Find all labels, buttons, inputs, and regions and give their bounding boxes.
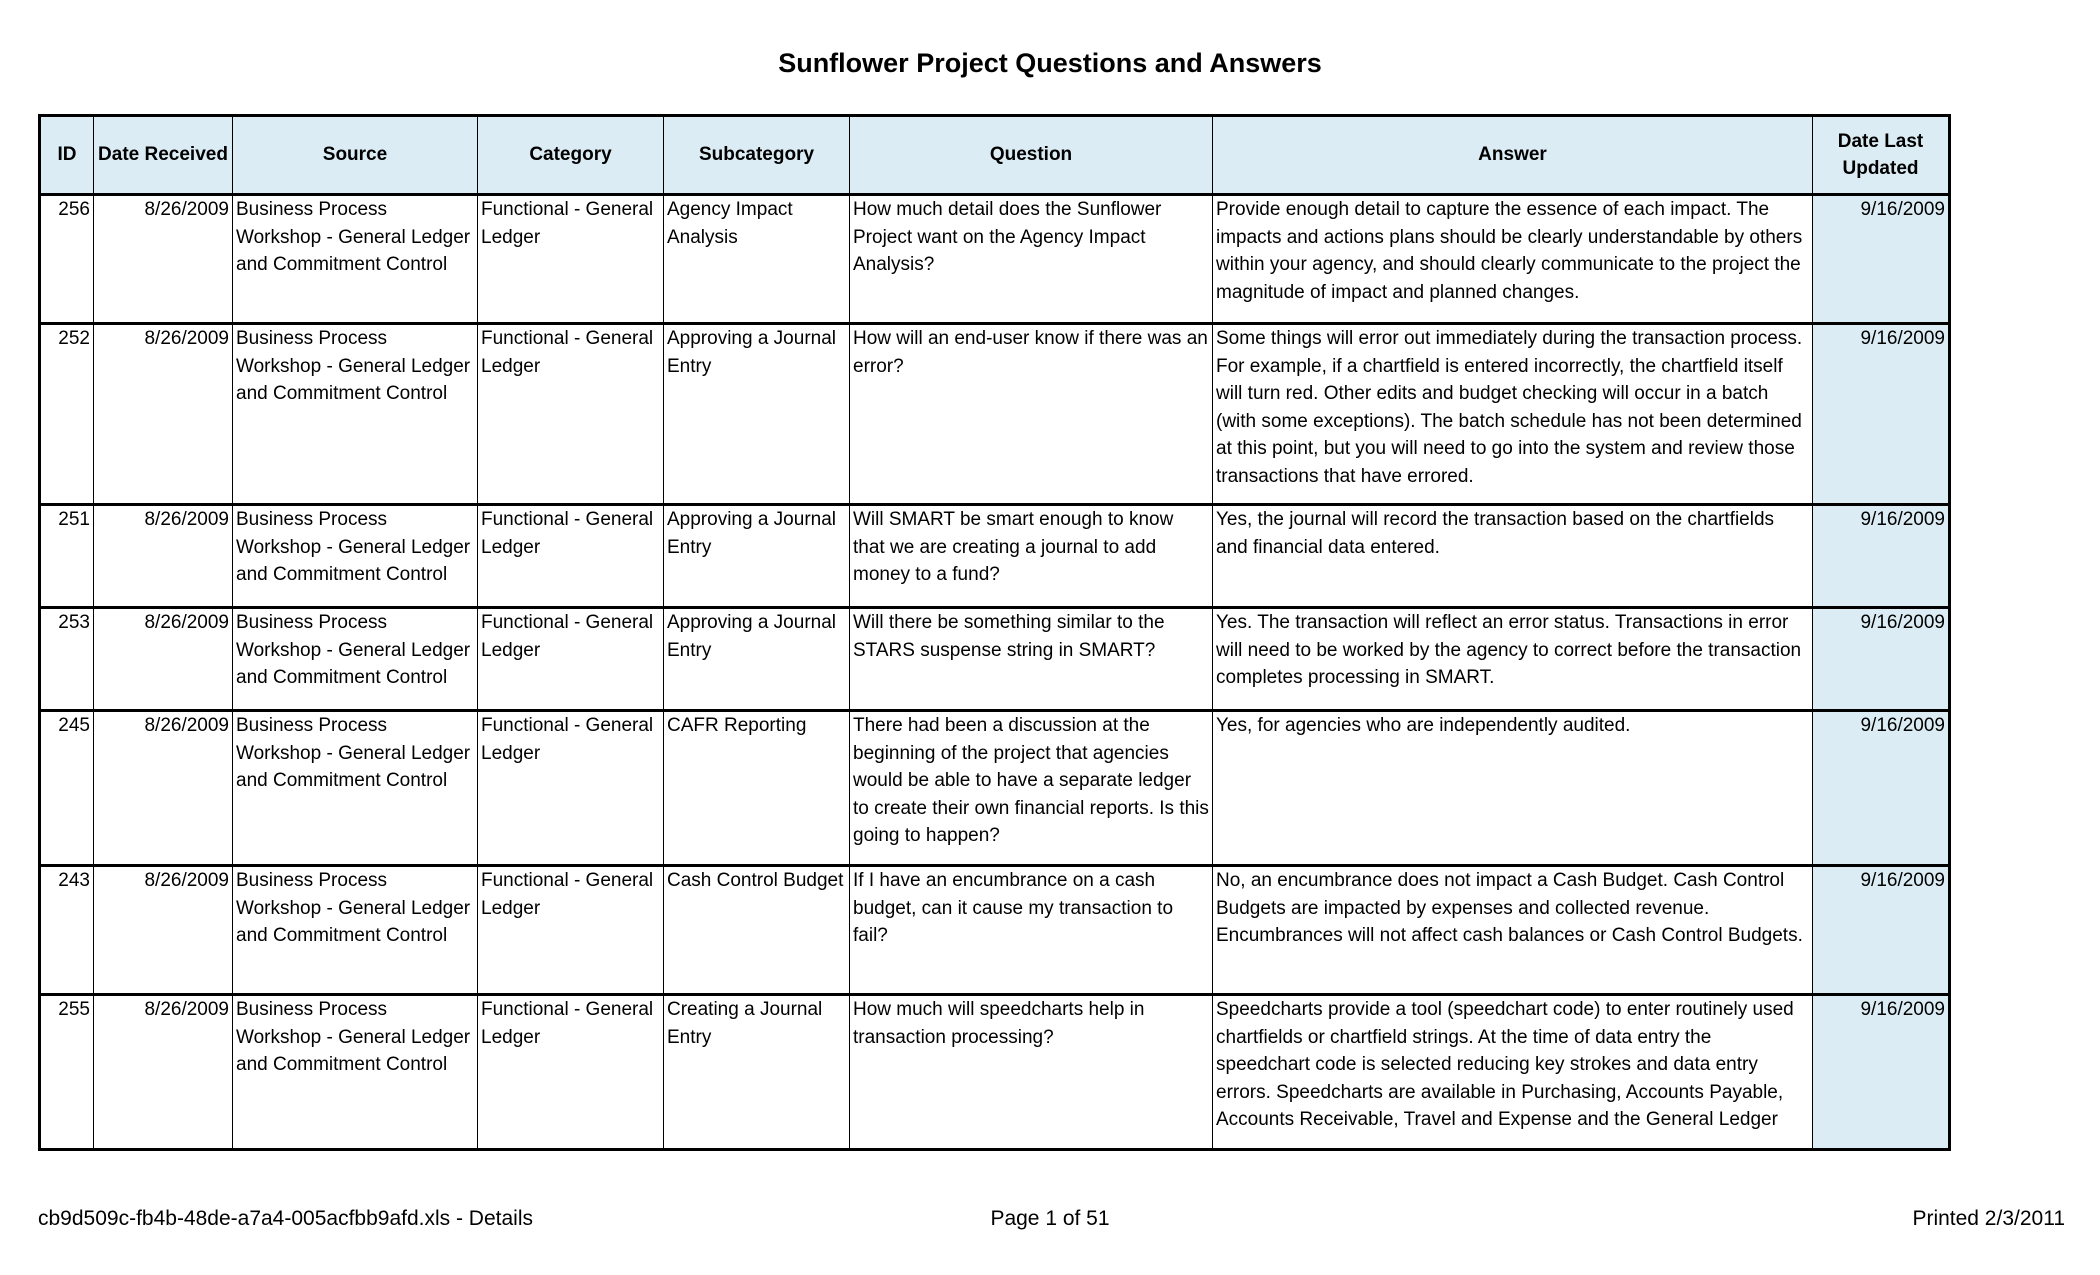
cell-source: Business Process Workshop - General Ledger and Commitment Control xyxy=(233,711,478,866)
cell-date-last-updated: 9/16/2009 xyxy=(1813,195,1950,324)
cell-answer: No, an encumbrance does not impact a Cash Budget. Cash Control Budgets are impacted by expenses and collected revenue. Encumbrances will not affect cash balances or Cash Control Budgets. xyxy=(1213,866,1813,995)
cell-category: Functional - General Ledger xyxy=(478,608,664,711)
cell-source: Business Process Workshop - General Ledger and Commitment Control xyxy=(233,505,478,608)
table-row xyxy=(40,711,1950,866)
cell-answer: Yes, the journal will record the transaction based on the chartfields and financial data entered. xyxy=(1213,505,1813,608)
cell-date-last-updated: 9/16/2009 xyxy=(1813,711,1950,866)
cell-category: Functional - General Ledger xyxy=(478,866,664,995)
cell-category: Functional - General Ledger xyxy=(478,195,664,324)
cell-subcategory: Cash Control Budget xyxy=(664,866,850,995)
cell-date-last-updated: 9/16/2009 xyxy=(1813,505,1950,608)
qa-table xyxy=(38,114,1951,1151)
cell-category: Functional - General Ledger xyxy=(478,711,664,866)
cell-id: 243 xyxy=(40,866,94,995)
cell-date-last-updated: 9/16/2009 xyxy=(1813,995,1950,1150)
cell-question: If I have an encumbrance on a cash budget, can it cause my transaction to fail? xyxy=(850,866,1213,995)
cell-source: Business Process Workshop - General Ledger and Commitment Control xyxy=(233,866,478,995)
cell-subcategory: Agency Impact Analysis xyxy=(664,195,850,324)
cell-subcategory: Approving a Journal Entry xyxy=(664,505,850,608)
cell-date-received: 8/26/2009 xyxy=(94,505,233,608)
header-row xyxy=(40,116,1950,195)
column-header-id: ID xyxy=(40,116,94,195)
column-header-question: Question xyxy=(850,116,1213,195)
cell-subcategory: Approving a Journal Entry xyxy=(664,608,850,711)
cell-id: 245 xyxy=(40,711,94,866)
column-header-category: Category xyxy=(478,116,664,195)
cell-id: 255 xyxy=(40,995,94,1150)
footer-page-number: Page 1 of 51 xyxy=(990,1207,1110,1230)
footer-printed-date: Printed 2/3/2011 xyxy=(1912,1207,2065,1230)
cell-question: Will SMART be smart enough to know that we are creating a journal to add money to a fund? xyxy=(850,505,1213,608)
cell-date-last-updated: 9/16/2009 xyxy=(1813,324,1950,505)
cell-date-received: 8/26/2009 xyxy=(94,195,233,324)
cell-answer: Speedcharts provide a tool (speedchart code) to enter routinely used chartfields or chartfield strings. At the time of data entry the speedchart code is selected reducing key strokes and data entry errors. Speedcharts are available in Purchasing, Accounts Payable, Accounts Receivable, Travel and Expense and the General Ledger xyxy=(1213,995,1813,1150)
column-header-date-received: Date Received xyxy=(94,116,233,195)
cell-id: 251 xyxy=(40,505,94,608)
column-header-source: Source xyxy=(233,116,478,195)
column-header-subcategory: Subcategory xyxy=(664,116,850,195)
cell-source: Business Process Workshop - General Ledger and Commitment Control xyxy=(233,608,478,711)
cell-date-received: 8/26/2009 xyxy=(94,324,233,505)
cell-question: How will an end-user know if there was an error? xyxy=(850,324,1213,505)
cell-id: 252 xyxy=(40,324,94,505)
cell-id: 253 xyxy=(40,608,94,711)
column-header-date-last-updated: Date Last Updated xyxy=(1813,116,1950,195)
cell-category: Functional - General Ledger xyxy=(478,995,664,1150)
table-row xyxy=(40,608,1950,711)
cell-date-received: 8/26/2009 xyxy=(94,995,233,1150)
cell-category: Functional - General Ledger xyxy=(478,324,664,505)
cell-answer: Yes, for agencies who are independently audited. xyxy=(1213,711,1813,866)
cell-date-received: 8/26/2009 xyxy=(94,711,233,866)
cell-answer: Some things will error out immediately during the transaction process. For example, if a chartfield is entered incorrectly, the chartfield itself will turn red. Other edits and budget checking will occur in a batch (with some exceptions). The batch schedule has not been determined at this point, but you will need to go into the system and review those transactions that have errored. xyxy=(1213,324,1813,505)
column-header-answer: Answer xyxy=(1213,116,1813,195)
cell-subcategory: Approving a Journal Entry xyxy=(664,324,850,505)
cell-subcategory: CAFR Reporting xyxy=(664,711,850,866)
cell-question: How much detail does the Sunflower Project want on the Agency Impact Analysis? xyxy=(850,195,1213,324)
cell-question: How much will speedcharts help in transaction processing? xyxy=(850,995,1213,1150)
page-title: Sunflower Project Questions and Answers xyxy=(778,48,1322,78)
cell-date-last-updated: 9/16/2009 xyxy=(1813,608,1950,711)
table-row xyxy=(40,866,1950,995)
cell-date-received: 8/26/2009 xyxy=(94,866,233,995)
cell-subcategory: Creating a Journal Entry xyxy=(664,995,850,1150)
cell-question: There had been a discussion at the beginning of the project that agencies would be able to have a separate ledger to create their own financial reports. Is this going to happen? xyxy=(850,711,1213,866)
table-row xyxy=(40,324,1950,505)
footer-filename: cb9d509c-fb4b-48de-a7a4-005acfbb9afd.xls - Details xyxy=(38,1207,533,1230)
cell-date-received: 8/26/2009 xyxy=(94,608,233,711)
cell-date-last-updated: 9/16/2009 xyxy=(1813,866,1950,995)
cell-category: Functional - General Ledger xyxy=(478,505,664,608)
cell-question: Will there be something similar to the STARS suspense string in SMART? xyxy=(850,608,1213,711)
cell-source: Business Process Workshop - General Ledger and Commitment Control xyxy=(233,195,478,324)
cell-source: Business Process Workshop - General Ledger and Commitment Control xyxy=(233,324,478,505)
table-row xyxy=(40,995,1950,1150)
cell-source: Business Process Workshop - General Ledger and Commitment Control xyxy=(233,995,478,1150)
cell-id: 256 xyxy=(40,195,94,324)
cell-answer: Provide enough detail to capture the essence of each impact. The impacts and actions plans should be clearly understandable by others within your agency, and should clearly communicate to the project the magnitude of impact and planned changes. xyxy=(1213,195,1813,324)
cell-answer: Yes. The transaction will reflect an error status. Transactions in error will need to be worked by the agency to correct before the transaction completes processing in SMART. xyxy=(1213,608,1813,711)
table-row xyxy=(40,195,1950,324)
table-row xyxy=(40,505,1950,608)
